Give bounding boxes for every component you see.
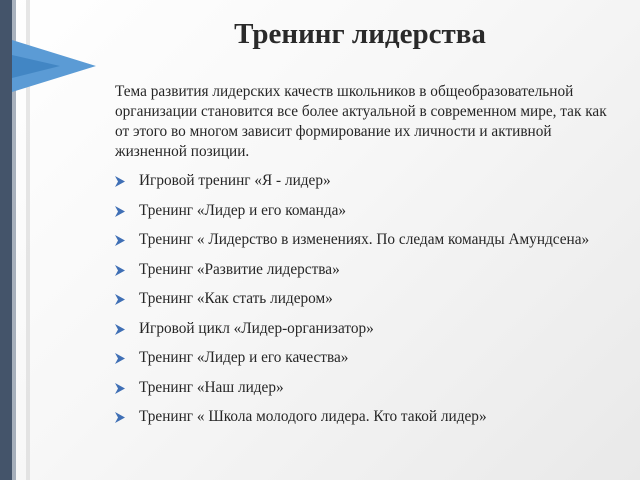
list-item-text: Тренинг «Развитие лидерства» bbox=[139, 260, 340, 278]
list-item-text: Игровой тренинг «Я - лидер» bbox=[139, 172, 331, 189]
list-item bbox=[115, 407, 625, 437]
list-item-text: Тренинг « Школа молодого лидера. Кто такой лидер» bbox=[139, 408, 487, 425]
slide-title: Тренинг лидерства bbox=[234, 18, 486, 50]
list-item bbox=[115, 230, 625, 260]
arrowhead-bullet-icon bbox=[115, 176, 125, 187]
arrowhead-bullet-icon bbox=[115, 412, 125, 423]
list-item-text: Тренинг « Лидерство в изменениях. По следам команды Амундсена» bbox=[139, 231, 590, 248]
list-item-text: Тренинг «Лидер и его команда» bbox=[139, 201, 347, 219]
decorative-shapes bbox=[0, 0, 100, 480]
arrowhead-bullet-icon bbox=[115, 324, 125, 335]
list-item bbox=[115, 201, 625, 231]
list-item bbox=[115, 378, 625, 408]
intro-paragraph: Тема развития лидерских качеств школьников в общеобразовательной организации становится все более актуальной в современном мире, так как от этого во многом зависит формирование их личности и активной жизненной позиции. bbox=[115, 83, 607, 160]
arrowhead-bullet-icon bbox=[115, 265, 125, 276]
list-item-text: Тренинг «Наш лидер» bbox=[139, 378, 284, 396]
list-item bbox=[115, 319, 625, 349]
arrowhead-bullet-icon bbox=[115, 383, 125, 394]
arrowhead-bullet-icon bbox=[115, 353, 125, 364]
list-item bbox=[115, 171, 625, 201]
list-item bbox=[115, 348, 625, 378]
arrowhead-bullet-icon bbox=[115, 235, 125, 246]
arrowhead-bullet-icon bbox=[115, 206, 125, 217]
list-item bbox=[115, 260, 625, 290]
list-item-text: Игровой цикл «Лидер-организатор» bbox=[139, 319, 374, 337]
training-list bbox=[115, 171, 625, 437]
list-item-text: Тренинг «Как стать лидером» bbox=[139, 290, 333, 307]
list-item bbox=[115, 289, 625, 319]
arrowhead-bullet-icon bbox=[115, 294, 125, 305]
list-item-text: Тренинг «Лидер и его качества» bbox=[139, 349, 349, 366]
